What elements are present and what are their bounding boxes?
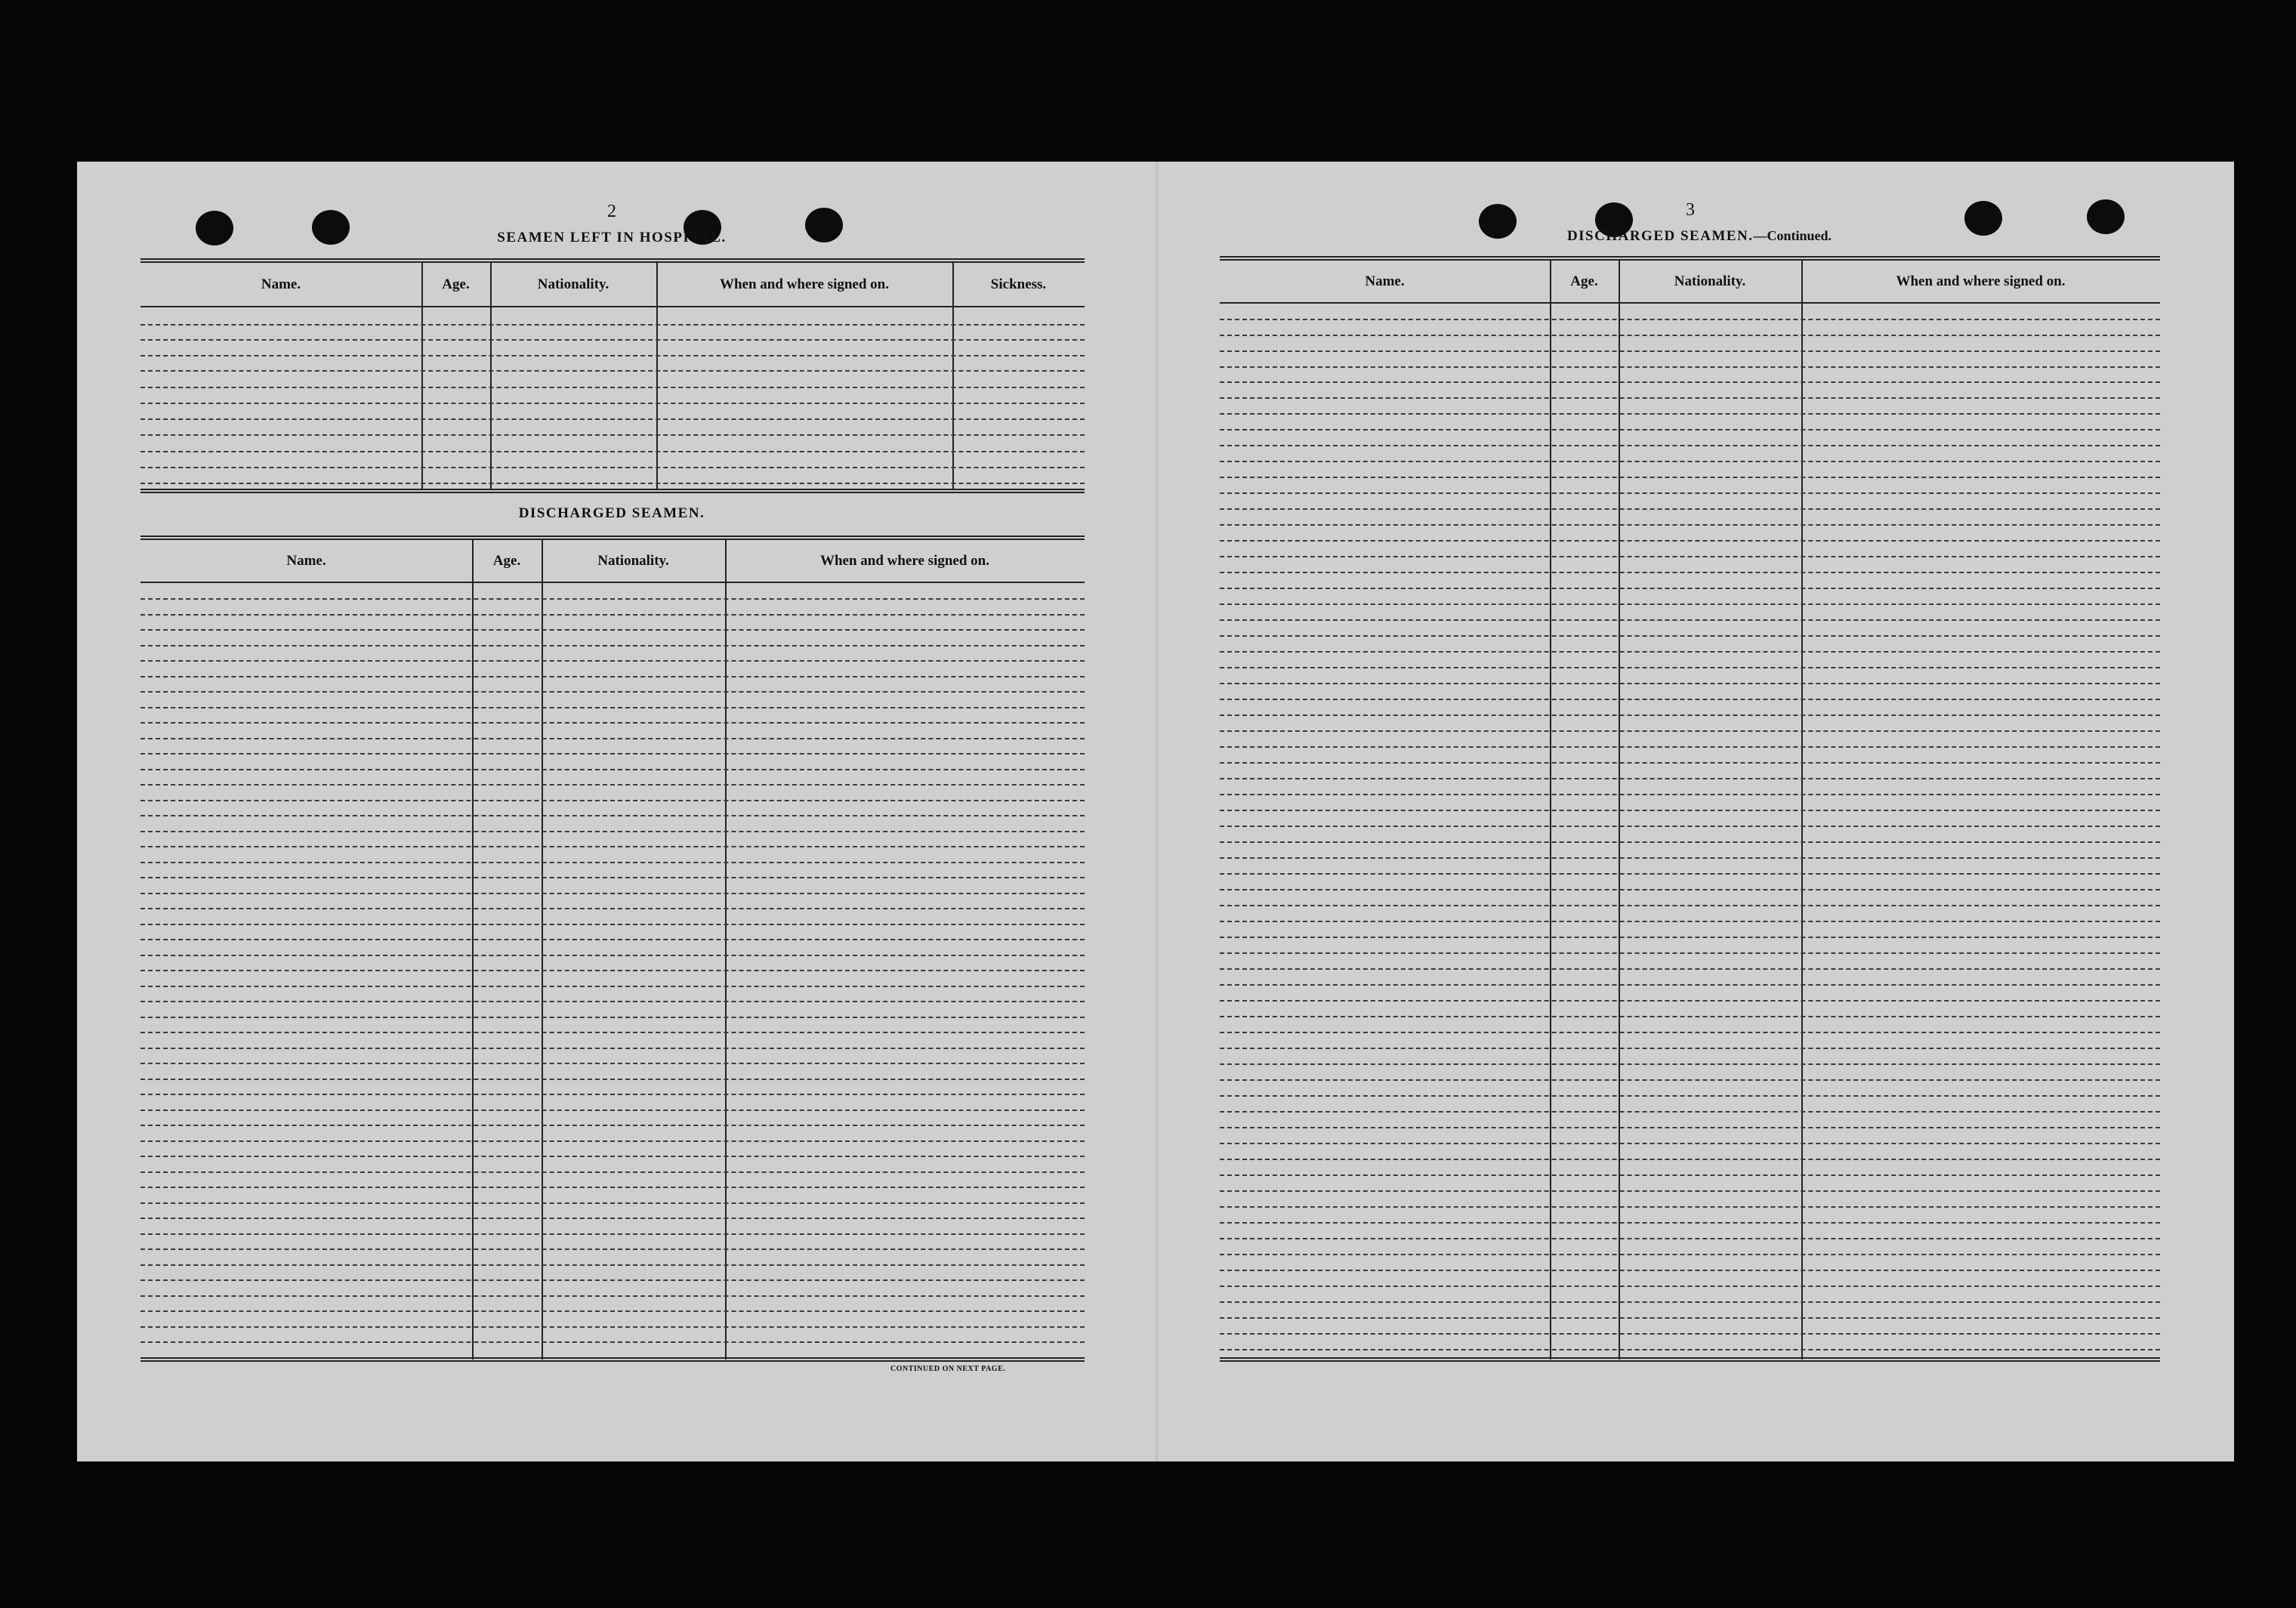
punch-hole [805, 208, 843, 242]
page-number: 2 [607, 202, 616, 221]
col-nationality: Nationality. [597, 552, 669, 569]
discharged-continued-title [1511, 228, 1888, 245]
punch-hole [312, 210, 350, 245]
col-age: Age. [492, 552, 521, 569]
col-sickness: Sickness. [990, 276, 1047, 292]
col-nationality: Nationality. [1674, 273, 1746, 289]
col-age: Age. [1570, 273, 1598, 289]
discharged-table [140, 535, 1085, 1363]
col-name: Name. [1365, 273, 1405, 289]
col-nationality: Nationality. [537, 276, 609, 292]
col-signed-on: When and where signed on. [719, 276, 889, 292]
hospital-section-title: SEAMEN LEFT IN HOSPITAL. [497, 230, 727, 245]
continued-footer: CONTINUED ON NEXT PAGE. [890, 1365, 1006, 1373]
col-age: Age. [442, 276, 470, 292]
col-name: Name. [286, 552, 326, 569]
page-fold [1156, 162, 1158, 1461]
col-name: Name. [261, 276, 301, 292]
discharged-continued-table [1220, 256, 2160, 1363]
hospital-table [140, 258, 1085, 492]
col-signed-on: When and where signed on. [1896, 273, 2066, 289]
punch-hole [196, 211, 233, 245]
discharged-continued-title-text: DISCHARGED SEAMEN. [1566, 228, 1754, 244]
col-signed-on: When and where signed on. [819, 552, 989, 569]
punch-hole [1964, 201, 2002, 236]
punch-hole [2087, 199, 2125, 234]
page-number: 3 [1686, 200, 1695, 220]
continued-suffix: —Continued. [1753, 228, 1832, 243]
discharged-section-title: DISCHARGED SEAMEN. [518, 505, 705, 521]
form-sheet [77, 162, 2234, 1461]
